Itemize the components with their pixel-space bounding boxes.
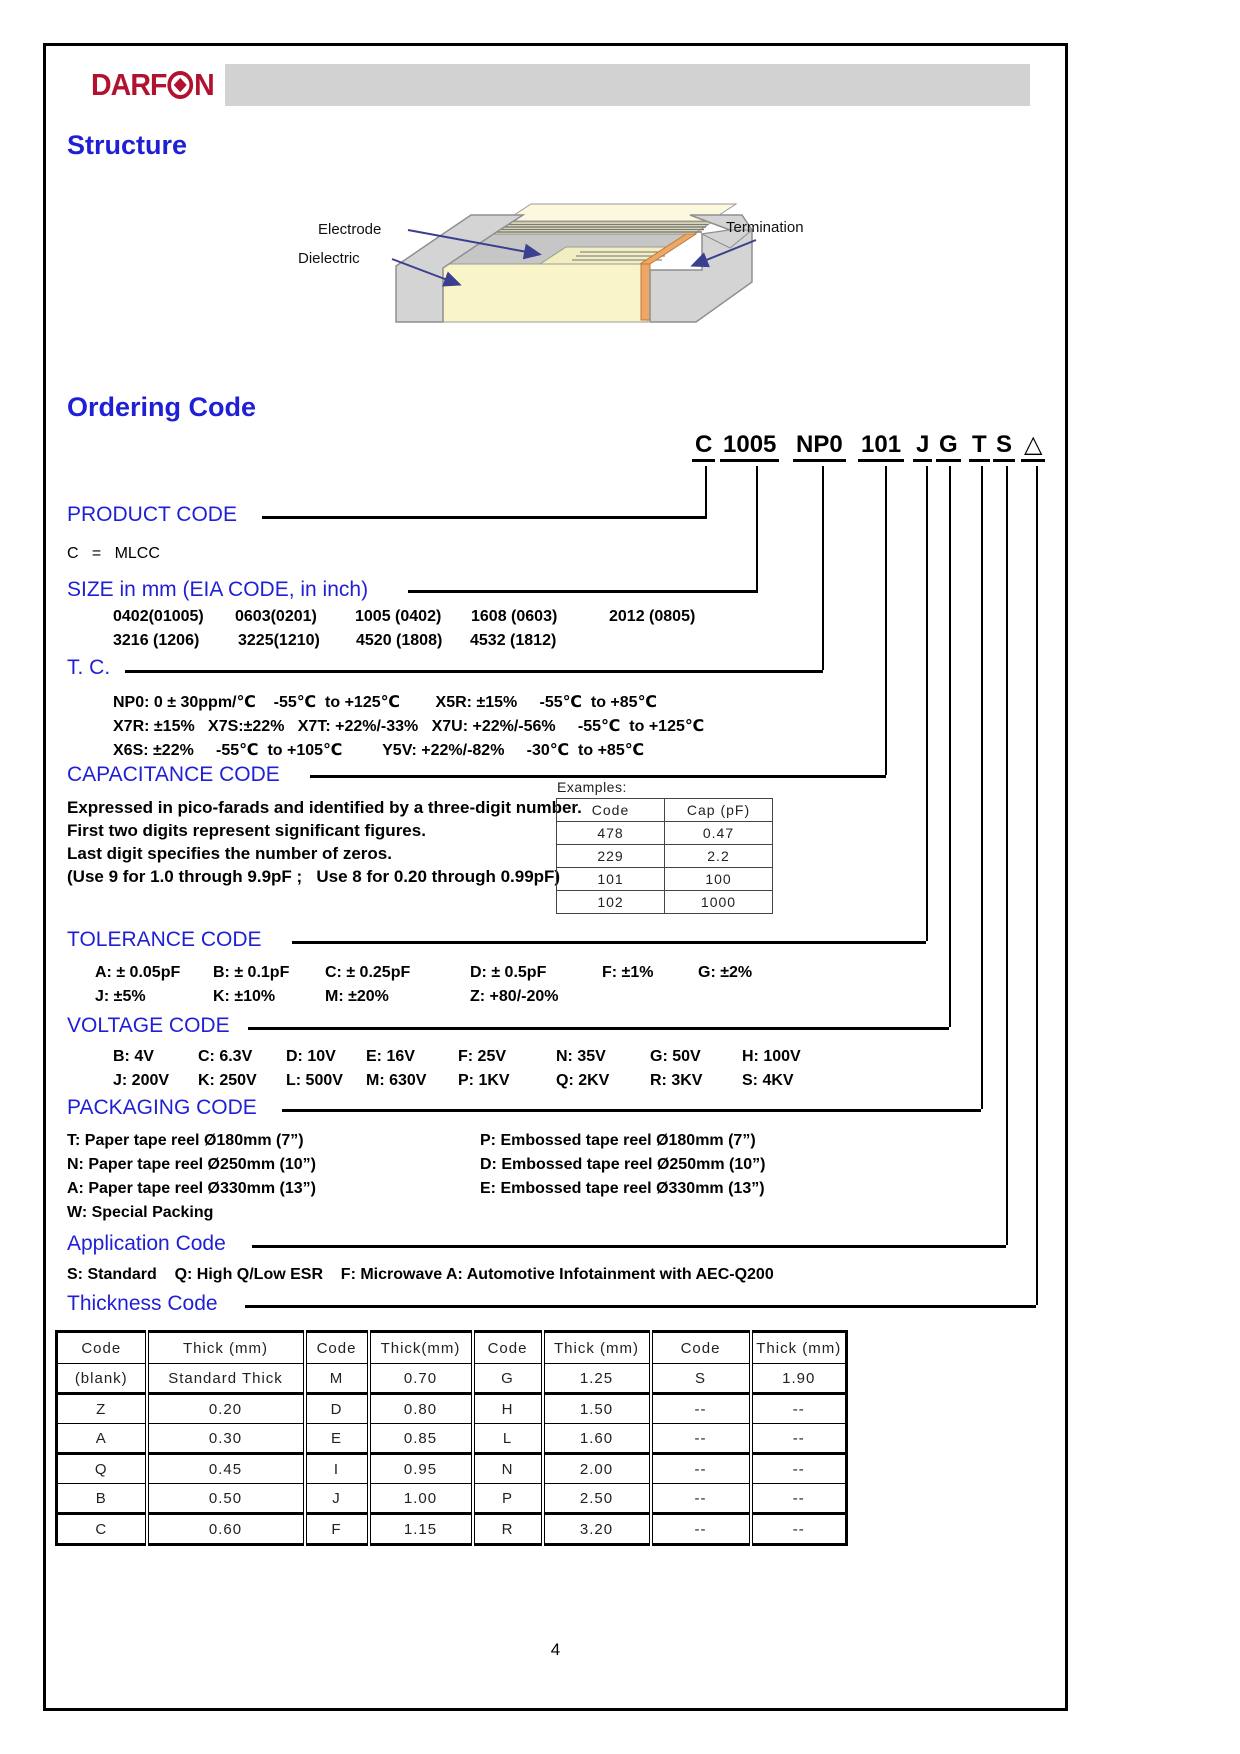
voltage-line bbox=[248, 1027, 949, 1030]
application-line bbox=[252, 1245, 1006, 1248]
code-segment-tolerance: J bbox=[913, 432, 932, 462]
logo-suffix: N bbox=[194, 67, 214, 102]
packaging-title: PACKAGING CODE bbox=[67, 1096, 257, 1119]
thickness-table bbox=[55, 1330, 848, 1546]
darfon-logo bbox=[85, 64, 225, 106]
connector-tc bbox=[822, 466, 824, 670]
dielectric-label: Dielectric bbox=[298, 250, 360, 267]
tc-line bbox=[125, 670, 823, 673]
table-row: Code Cap (pF) bbox=[557, 799, 773, 822]
tc-title: T. C. bbox=[67, 656, 111, 679]
code-segment-application: S bbox=[993, 432, 1015, 462]
darfon-logo-text bbox=[91, 67, 214, 103]
packaging-left-2: N: Paper tape reel Ø250mm (10”) bbox=[67, 1156, 316, 1173]
code-segment-capacitance: 101 bbox=[858, 432, 904, 462]
application-codes: S: Standard Q: High Q/Low ESR F: Microwave A: Automotive Infotainment with AEC-Q200 bbox=[67, 1266, 774, 1283]
packaging-line bbox=[282, 1109, 981, 1112]
table-header-row: Code Thick (mm) Code Thick(mm) Code Thick (mm) Code Thick (mm) bbox=[57, 1332, 847, 1364]
capacitance-examples-table bbox=[556, 798, 773, 914]
tc-line-2: X7R: ±15% X7S:±22% X7T: +22%/-33% X7U: +22%/-56% -55℃ to +125℃ bbox=[113, 718, 705, 735]
capacitance-title: CAPACITANCE CODE bbox=[67, 763, 280, 786]
packaging-left-3: A: Paper tape reel Ø330mm (13”) bbox=[67, 1180, 316, 1197]
voltage-row-2: J: 200V K: 250V L: 500V M: 630V P: 1KV Q: 2KV R: 3KV S: 4KV bbox=[113, 1072, 794, 1089]
table-row: C 0.60 F 1.15 R 3.20 -- -- bbox=[57, 1514, 847, 1545]
product-code-title: PRODUCT CODE bbox=[67, 503, 237, 526]
tolerance-line bbox=[292, 941, 926, 944]
size-row-1: 0402(01005) 0603(0201) 1005 (0402) 1608 (0603) 2012 (0805) bbox=[113, 608, 696, 625]
packaging-right-2: D: Embossed tape reel Ø250mm (10”) bbox=[480, 1156, 766, 1173]
electrode-label: Electrode bbox=[318, 221, 382, 238]
mlcc-structure-image bbox=[290, 172, 830, 342]
packaging-left-4: W: Special Packing bbox=[67, 1204, 214, 1221]
code-segment-thickness: △ bbox=[1021, 432, 1045, 462]
capacitance-desc-2: First two digits represent significant figures. bbox=[67, 821, 426, 840]
page-number: 4 bbox=[550, 1640, 561, 1659]
size-row-2: 3216 (1206) 3225(1210) 4520 (1808) 4532 (1812) bbox=[113, 632, 557, 649]
capacitance-line bbox=[310, 775, 886, 778]
table-row: Q 0.45 I 0.95 N 2.00 -- -- bbox=[57, 1454, 847, 1484]
code-segment-voltage: G bbox=[936, 432, 961, 462]
packaging-right-3: E: Embossed tape reel Ø330mm (13”) bbox=[480, 1180, 765, 1197]
size-line bbox=[408, 590, 758, 593]
table-row: 101 100 bbox=[557, 868, 773, 891]
code-segment-product: C bbox=[692, 432, 715, 462]
table-row: A 0.30 E 0.85 L 1.60 -- -- bbox=[57, 1424, 847, 1454]
darfon-logo-diamond-icon bbox=[167, 71, 193, 99]
capacitance-desc-3: Last digit specifies the number of zeros. bbox=[67, 844, 392, 863]
tc-line-1: NP0: 0 ± 30ppm/℃ -55℃ to +125℃ X5R: ±15% -55℃ to +85℃ bbox=[113, 694, 657, 711]
table-row: 102 1000 bbox=[557, 891, 773, 914]
connector-thickness bbox=[1036, 466, 1038, 1305]
table-row: B 0.50 J 1.00 P 2.50 -- -- bbox=[57, 1484, 847, 1514]
examples-label: Examples: bbox=[557, 779, 627, 795]
header-bar bbox=[85, 64, 1030, 106]
connector-application bbox=[1006, 466, 1008, 1245]
connector-voltage bbox=[949, 466, 951, 1027]
application-title: Application Code bbox=[67, 1232, 226, 1255]
packaging-right-1: P: Embossed tape reel Ø180mm (7”) bbox=[480, 1132, 756, 1149]
tc-line-3: X6S: ±22% -55℃ to +105℃ Y5V: +22%/-82% -30℃ to +85℃ bbox=[113, 742, 645, 759]
mlcc-structure-diagram bbox=[290, 172, 830, 342]
structure-heading: Structure bbox=[67, 130, 188, 160]
table-row: 478 0.47 bbox=[557, 822, 773, 845]
capacitance-desc-1: Expressed in pico-farads and identified by a three-digit number. bbox=[67, 798, 582, 817]
connector-packaging bbox=[981, 466, 983, 1109]
thickness-line bbox=[245, 1305, 1036, 1308]
termination-label: Termination bbox=[726, 219, 804, 236]
connector-capacitance bbox=[885, 466, 887, 775]
tolerance-row-2: J: ±5% K: ±10% M: ±20% Z: +80/-20% bbox=[95, 988, 559, 1005]
code-segment-size: 1005 bbox=[720, 432, 779, 462]
table-row: 229 2.2 bbox=[557, 845, 773, 868]
product-code-line bbox=[262, 516, 707, 519]
packaging-left-1: T: Paper tape reel Ø180mm (7”) bbox=[67, 1132, 304, 1149]
voltage-title: VOLTAGE CODE bbox=[67, 1014, 230, 1037]
thickness-title: Thickness Code bbox=[67, 1292, 218, 1315]
ordering-code-heading: Ordering Code bbox=[67, 392, 257, 422]
connector-tolerance bbox=[926, 466, 928, 941]
table-row: (blank) Standard Thick M 0.70 G 1.25 S 1.90 bbox=[57, 1364, 847, 1394]
capacitance-desc-4: (Use 9 for 1.0 through 9.9pF ; Use 8 for 0.20 through 0.99pF) bbox=[67, 867, 561, 886]
logo-prefix: DARF bbox=[91, 67, 167, 102]
product-code-body: C = MLCC bbox=[67, 545, 160, 562]
tolerance-row-1: A: ± 0.05pF B: ± 0.1pF C: ± 0.25pF D: ± 0.5pF F: ±1% G: ±2% bbox=[95, 964, 753, 981]
connector-product bbox=[705, 466, 707, 516]
code-segment-packaging: T bbox=[969, 432, 990, 462]
table-row: Z 0.20 D 0.80 H 1.50 -- -- bbox=[57, 1394, 847, 1424]
size-title: SIZE in mm (EIA CODE, in inch) bbox=[67, 578, 369, 601]
voltage-row-1: B: 4V C: 6.3V D: 10V E: 16V F: 25V N: 35V G: 50V H: 100V bbox=[113, 1048, 801, 1065]
code-segment-tc: NP0 bbox=[793, 432, 846, 462]
tolerance-title: TOLERANCE CODE bbox=[67, 928, 262, 951]
connector-size bbox=[756, 466, 758, 590]
